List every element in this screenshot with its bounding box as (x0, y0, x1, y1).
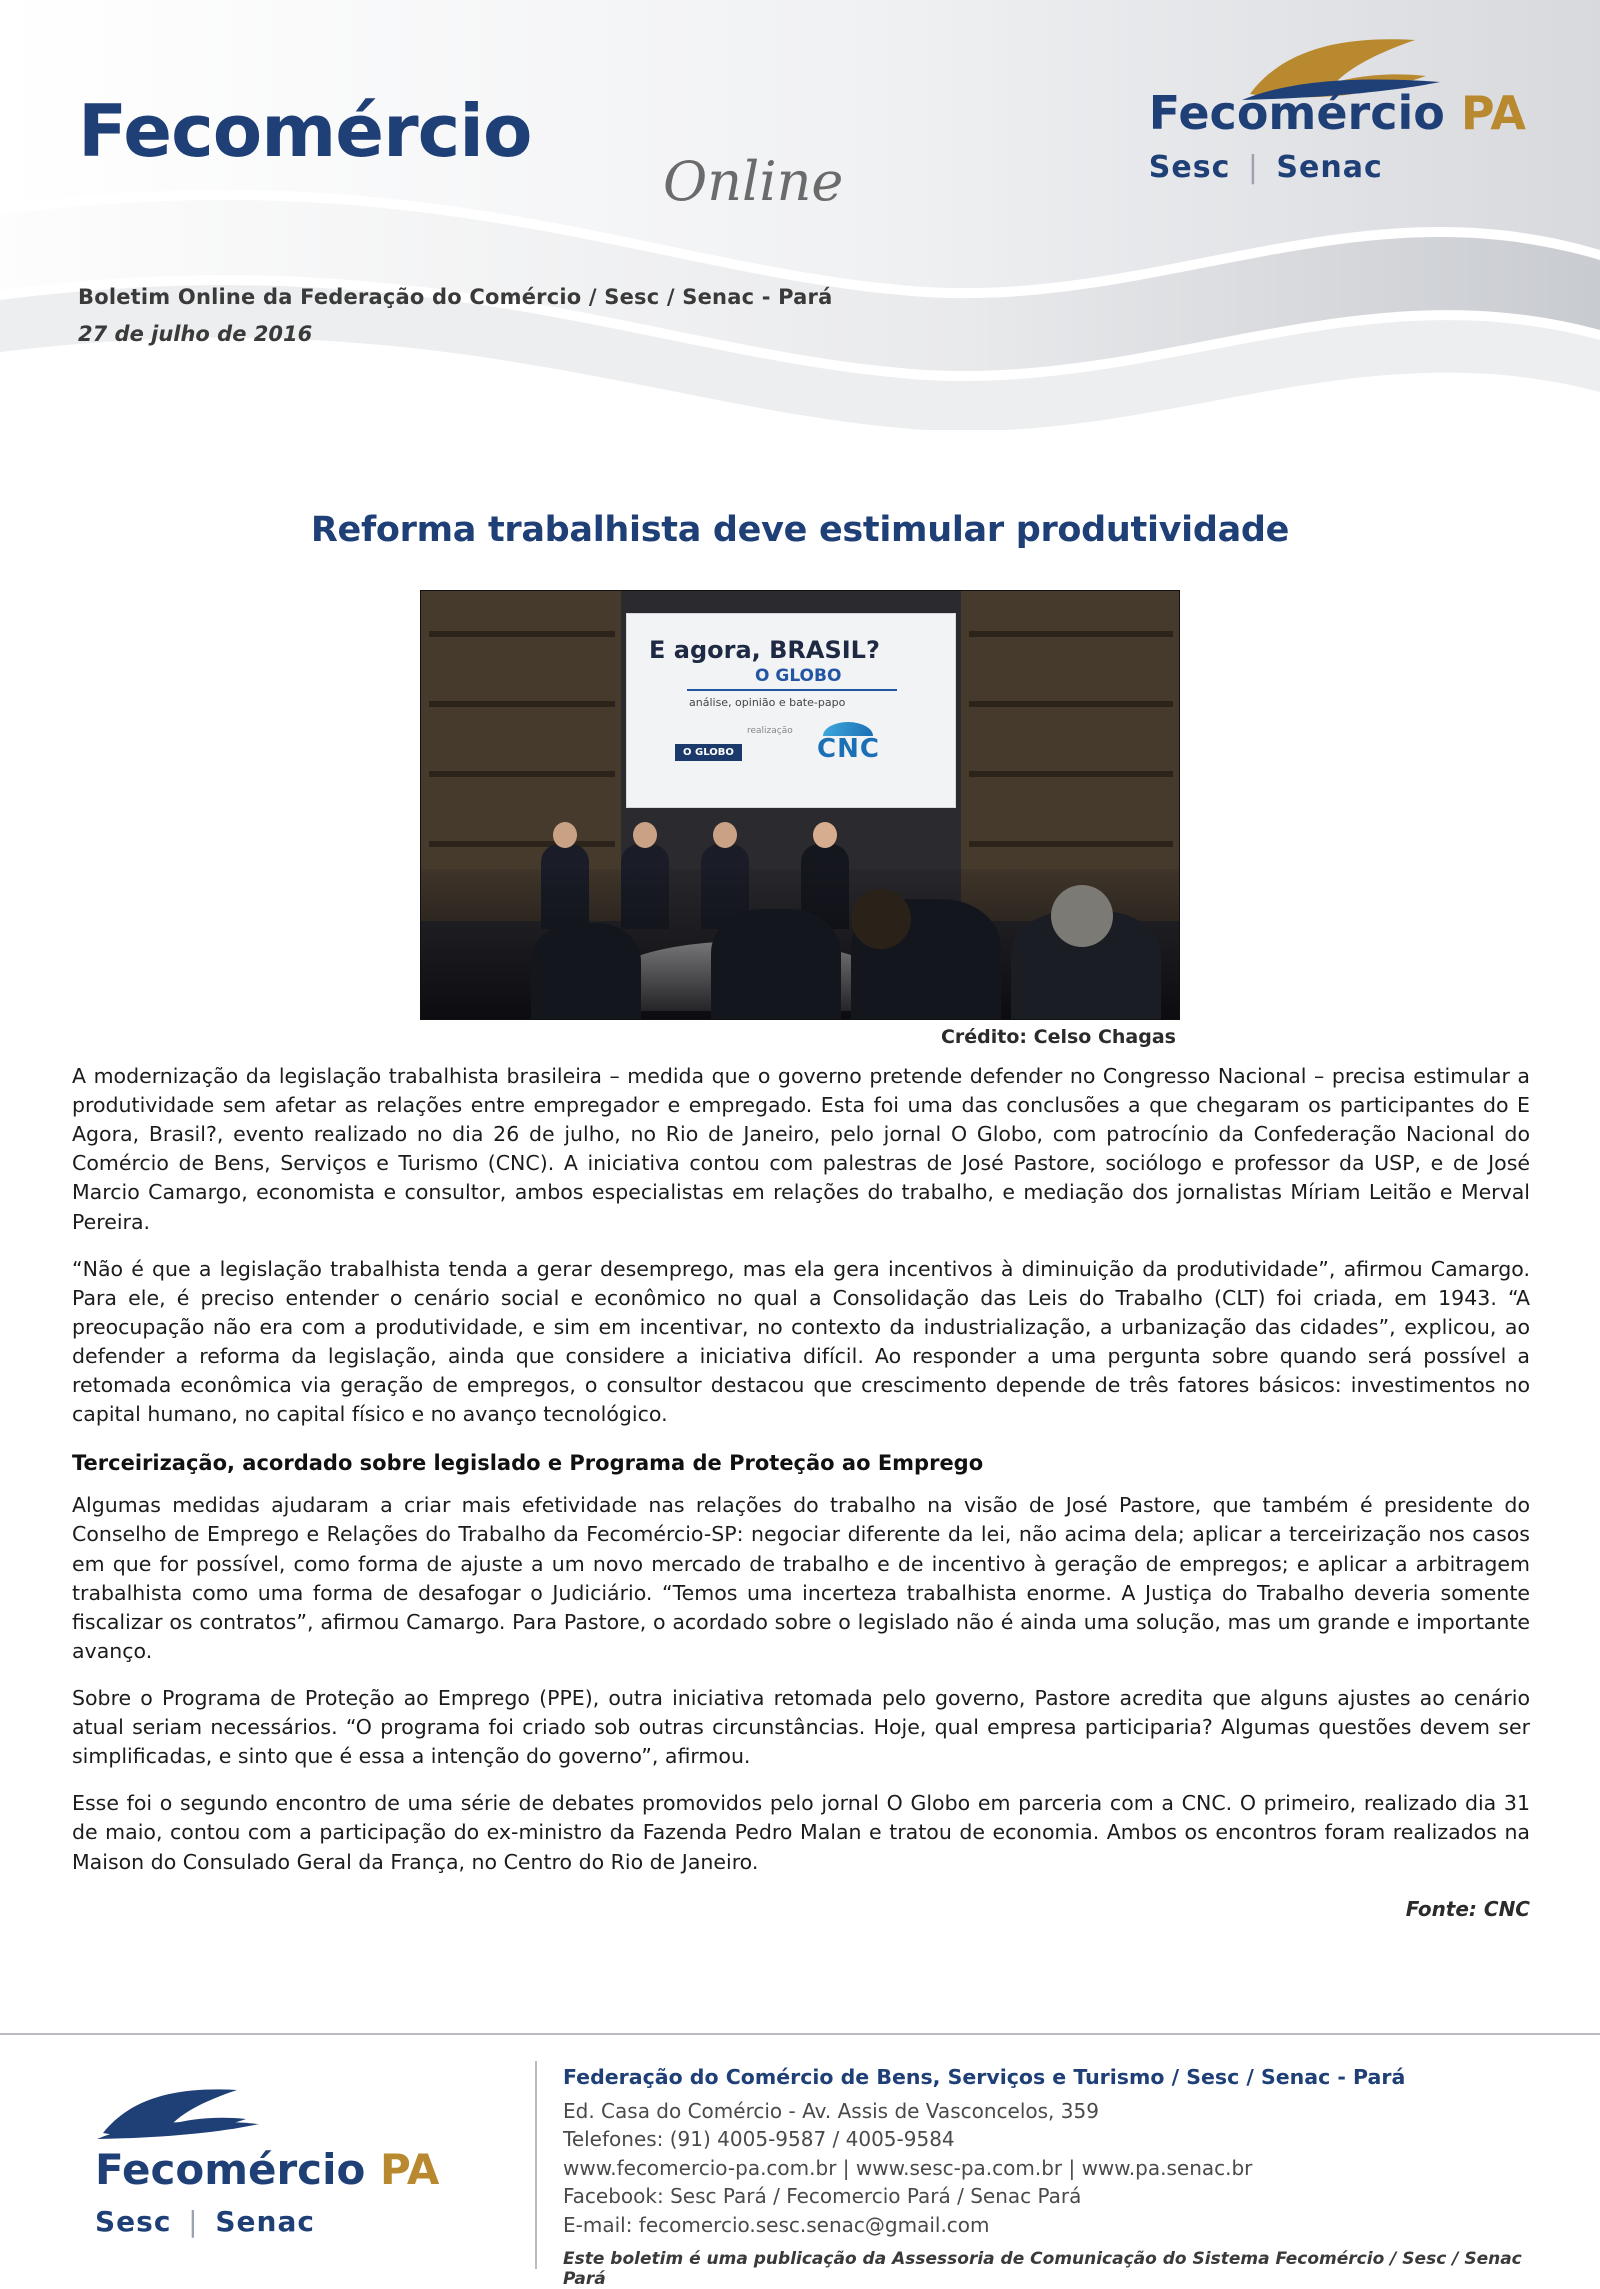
shelf-line (969, 771, 1173, 777)
paragraph: Algumas medidas ajudaram a criar mais efetividade nas relações do trabalho na visão de José Pastore, que também é presidente do Conselho de Emprego e Relações do Trabalho da Fecomércio-SP: negociar diferente da lei, não acima dela; aplicar a terceirização nos casos em que for possível, como forma de ajuste a um novo mercado de trabalho e de incentivo à geração de empregos; e aplicar a arbitragem trabalhista como uma forma de desafogar o Judiciário. “Temos uma incerteza trabalhista enorme. A Justiça do Trabalho deveria somente fiscalizar os contratos”, afirmou Camargo. Para Pastore, o acordado sobre o legislado não é ainda uma solução, mas um grande e importante avanço. (72, 1493, 1530, 1663)
masthead-title: Fecomércio (78, 89, 532, 173)
masthead-date: 27 de julho de 2016 (78, 322, 313, 346)
article-title: Reforma trabalhista deve estimular produtividade (310, 510, 1290, 550)
footer-phones: Telefones: (91) 4005-9587 / 4005-9584 (563, 2127, 955, 2152)
header-logo-senac: Senac (1276, 150, 1383, 185)
shelf-line (969, 701, 1173, 707)
masthead (78, 89, 844, 213)
footer-logo-name: Fecomércio (95, 2145, 366, 2194)
masthead-online-script: Online (663, 150, 844, 213)
shelf-line (429, 701, 615, 707)
screen-tagline: análise, opinião e bate-papo (689, 696, 846, 709)
header-logo (1148, 86, 1526, 185)
footer-logo-sesc: Sesc (95, 2205, 172, 2238)
photo-credit: Crédito: Celso Chagas (940, 1026, 1176, 1048)
footer-logo (95, 2061, 535, 2238)
footer-divider (535, 2061, 537, 2269)
screen-brand: O GLOBO (755, 666, 842, 686)
fecomercio-swoosh-icon (95, 2087, 265, 2143)
presentation-screen (626, 613, 956, 808)
screen-title: E agora, BRASIL? (649, 636, 880, 664)
shelf-line (429, 771, 615, 777)
footer-websites[interactable]: www.fecomercio-pa.com.br | www.sesc-pa.com.br | www.pa.senac.br (563, 2155, 1253, 2180)
audience-head (1051, 885, 1113, 947)
event-photo (420, 590, 1180, 1020)
screen-oglobo-logo: O GLOBO (675, 744, 742, 761)
shelf-line (969, 841, 1173, 847)
footer-contact-info (563, 2061, 1530, 2289)
shelf-line (429, 841, 615, 847)
footer-note: Este boletim é uma publicação da Assessoria de Comunicação do Sistema Fecomércio / Sesc / Senac Pará (563, 2248, 1522, 2289)
paragraph: “Não é que a legislação trabalhista tenda a gerar desemprego, mas ela gera incentivos à diminuição da produtividade”, afirmou Camargo. Para ele, é preciso entender o cenário social e econômico no qual a Consolidação das Leis do Trabalho (CLT) foi criada, em 1943. “A preocupação não era com a produtividade, e sim em incentivar, no contexto da industrialização, a urbanização das cidades”, explicou, ao defender a reforma da legislação, ainda que considere a iniciativa difícil. Ao responder a uma pergunta sobre quando será possível a retomada econômica via geração de empregos, o consultor destacou que crescimento depende de três fatores básicos: investimentos no capital humano, no capital físico e no avanço tecnológico. (72, 1256, 1530, 1427)
page-footer (0, 2033, 1600, 2289)
masthead-subtitle: Boletim Online da Federação do Comércio / Sesc / Senac - Pará (78, 285, 833, 309)
paragraph: Sobre o Programa de Proteção ao Emprego (PPE), outra iniciativa retomada pelo governo, Pastore acredita que alguns ajustes ao cenário atual seriam necessários. “O programa foi criado sob outras circunstâncias. Hoje, qual empresa participaria? Algumas questões devem ser simplificadas, e sinto que é essa a intenção do governo”, afirmou. (72, 1685, 1530, 1769)
paragraph: A modernização da legislação trabalhista brasileira – medida que o governo pretende defender no Congresso Nacional – precisa estimular a produtividade sem afetar as relações entre empregador e empregado. Esta foi uma das conclusões a que chegaram os participantes do E Agora, Brasil?, evento realizado no dia 26 de julho, no Rio de Janeiro, pelo jornal O Globo, com patrocínio da Confederação Nacional do Comércio de Bens, Serviços e Turismo (CNC). A iniciativa contou com palestras de José Pastore, sociólogo e professor da USP, e de José Marcio Camargo, economista e consultor, ambos especialistas em relações do trabalho, e mediação dos jornalistas Míriam Leitão e Merval Pereira. (72, 1064, 1530, 1234)
footer-org-name: Federação do Comércio de Bens, Serviços e Turismo / Sesc / Senac - Pará (563, 2065, 1406, 2089)
footer-logo-pa: PA (379, 2145, 440, 2194)
header-logo-sesc: Sesc (1148, 150, 1231, 185)
page-header (0, 0, 1600, 430)
footer-logo-separator: | (188, 2205, 199, 2238)
article-source: Fonte: CNC (1405, 1896, 1530, 1921)
header-logo-pa: PA (1460, 86, 1526, 140)
footer-facebook[interactable]: Facebook: Sesc Pará / Fecomercio Pará / Senac Pará (563, 2184, 1082, 2209)
screen-cnc-logo: CNC (817, 734, 880, 764)
header-logo-separator: | (1247, 150, 1259, 185)
shelf-line (429, 631, 615, 637)
article-subheading: Terceirização, acordado sobre legislado e Programa de Proteção ao Emprego (72, 1451, 984, 1476)
audience-head (711, 909, 841, 1019)
screen-realizacao-label: realização (747, 726, 793, 736)
main-content (0, 430, 1600, 1921)
paragraph: Esse foi o segundo encontro de uma série de debates promovidos pelo jornal O Globo em parceria com a CNC. O primeiro, realizado dia 31 de maio, contou com a participação do ex-ministro da Fazenda Pedro Malan e tratou de economia. Ambos os encontros foram realizados na Maison do Consulado Geral da França, no Centro do Rio de Janeiro. (72, 1791, 1530, 1874)
footer-address: Ed. Casa do Comércio - Av. Assis de Vasconcelos, 359 (563, 2099, 1099, 2123)
article-body (70, 1062, 1530, 1921)
article-figure (420, 590, 1180, 1048)
audience-head (531, 923, 641, 1019)
footer-logo-senac: Senac (215, 2205, 315, 2238)
shelf-line (969, 631, 1173, 637)
header-logo-name: Fecomércio (1148, 86, 1445, 140)
screen-rule (687, 689, 897, 691)
footer-email[interactable]: E-mail: fecomercio.sesc.senac@gmail.com (563, 2212, 990, 2237)
audience-head (851, 889, 911, 949)
